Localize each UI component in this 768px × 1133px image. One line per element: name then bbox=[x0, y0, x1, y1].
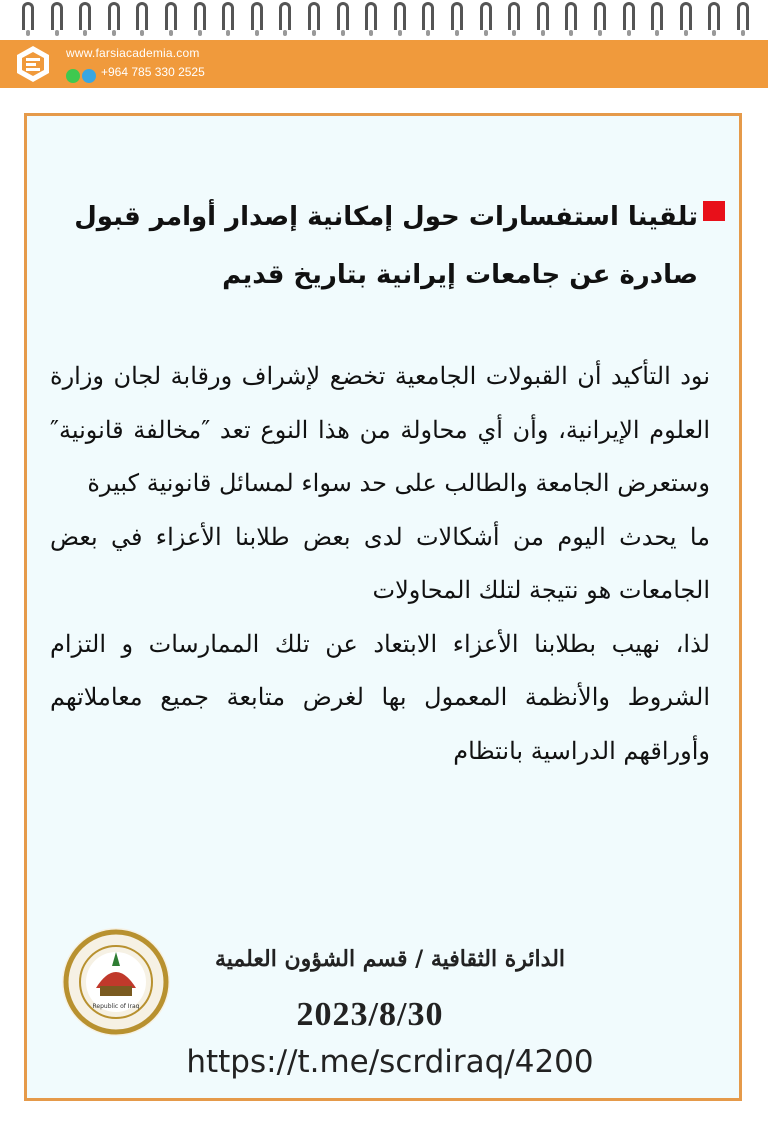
binding-ring bbox=[422, 2, 434, 30]
binding-ring bbox=[594, 2, 606, 30]
issue-date: 2023/8/30 bbox=[296, 996, 444, 1033]
binding-ring bbox=[508, 2, 520, 30]
red-square-bullet-icon bbox=[703, 201, 725, 221]
binding-ring bbox=[337, 2, 349, 30]
binding-ring bbox=[136, 2, 148, 30]
spiral-binding bbox=[0, 0, 768, 36]
binding-ring bbox=[51, 2, 63, 30]
binding-ring bbox=[451, 2, 463, 30]
binding-ring bbox=[308, 2, 320, 30]
department-name: الدائرة الثقافية / قسم الشؤون العلمية bbox=[214, 946, 566, 972]
paragraph: لذا، نهيب بطلابنا الأعزاء الابتعاد عن تلك الممارسات و التزام الشروط والأنظمة المعمول بها لغرض متابعة جميع معاملاتهم وأوراقهم الدراسية بانتظام bbox=[50, 629, 710, 765]
binding-ring bbox=[22, 2, 34, 30]
phone-number: +964 785 330 2525 bbox=[101, 65, 205, 79]
binding-ring bbox=[79, 2, 91, 30]
binding-ring bbox=[651, 2, 663, 30]
binding-ring bbox=[565, 2, 577, 30]
binding-ring bbox=[680, 2, 692, 30]
binding-ring bbox=[222, 2, 234, 30]
paragraph: نود التأكيد أن القبولات الجامعية تخضع لإشراف ورقابة لجان وزارة العلوم الإيرانية، وأن أي محاولة من هذا النوع تعد ″مخالفة قانونية″ وستعرض الجامعة والطالب على حد سواء لمسائل قانونية كبيرة bbox=[50, 362, 710, 497]
binding-ring bbox=[194, 2, 206, 30]
whatsapp-icon bbox=[66, 69, 80, 83]
binding-ring bbox=[737, 2, 749, 30]
paragraph: ما يحدث اليوم من أشكالات لدى بعض طلابنا الأعزاء في بعض الجامعات هو نتيجة لتلك المحاولات bbox=[50, 522, 710, 604]
binding-ring bbox=[537, 2, 549, 30]
binding-ring bbox=[279, 2, 291, 30]
binding-ring bbox=[708, 2, 720, 30]
binding-ring bbox=[480, 2, 492, 30]
website-url[interactable]: www.farsiacademia.com bbox=[66, 46, 200, 60]
ministry-seal-icon bbox=[60, 926, 172, 1038]
announcement-body bbox=[50, 350, 710, 778]
binding-ring bbox=[165, 2, 177, 30]
headline: تلقينا استفسارات حول إمكانية إصدار أوامر قبول صادرة عن جامعات إيرانية بتاريخ قديم bbox=[74, 202, 698, 290]
messenger-icons bbox=[66, 65, 98, 84]
binding-ring bbox=[365, 2, 377, 30]
telegram-link[interactable]: https://t.me/scrdiraq/4200 bbox=[186, 1044, 594, 1080]
telegram-icon bbox=[82, 69, 96, 83]
binding-ring bbox=[394, 2, 406, 30]
binding-ring bbox=[623, 2, 635, 30]
farsiacademia-logo-icon bbox=[14, 44, 52, 84]
binding-ring bbox=[108, 2, 120, 30]
binding-ring bbox=[251, 2, 263, 30]
seal-text: Republic of Iraq bbox=[92, 1003, 140, 1010]
